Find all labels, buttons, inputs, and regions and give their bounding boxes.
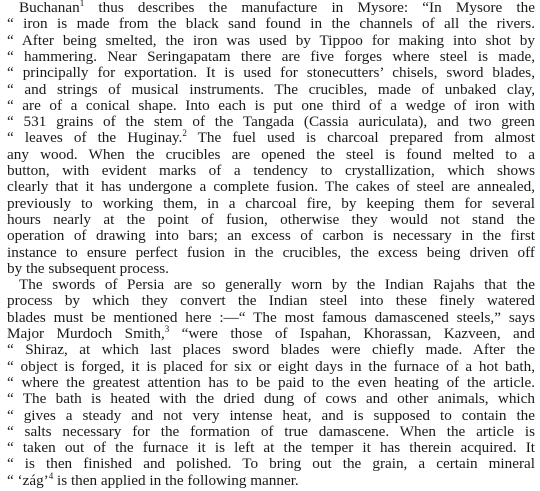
text-line: “ hammering. Near Seringapatam there are five forges where steel is made, [7, 47, 535, 65]
text-line: “ The bath is heated with the dried dung of cows and other animals, which [7, 390, 535, 408]
text-span: Buchanan [19, 0, 80, 16]
text-line: “ object is forged, it is placed for six or eight days in the furnace of a hot bath, [7, 357, 535, 375]
text-line: “ salts necessary for the formation of true damascene. When the article is [7, 422, 535, 440]
text-span: “ ‘zág’ [7, 471, 49, 489]
text-span: “ leaves of the Huginay. [7, 129, 183, 147]
text-line: previously to working them, in a charcoal fire, by keeping them for several [7, 194, 535, 212]
text-line: The swords of Persia are so generally worn by the Indian Rajahs that the [19, 276, 535, 294]
text-line: “ and strings of musical instruments. The crucibles, made of unbaked clay, [7, 80, 535, 98]
text-line: hours nearly at the point of fusion, otherwise they would not stand the [7, 210, 535, 228]
text-line: “ Shiraz, at which last places sword blades were chiefly made. After the [7, 341, 535, 359]
footnote-marker: 1 [79, 0, 85, 8]
footnote-marker: 2 [182, 128, 187, 139]
text-line: by the subsequent process. [7, 259, 169, 277]
footnote-marker: 4 [48, 470, 54, 481]
footnote-marker: 3 [164, 324, 170, 334]
text-span: Major Murdoch Smith, [7, 325, 165, 342]
text-span: thus describes the manufacture in Mysore: “In Mysore the [84, 0, 535, 16]
text-line: “ taken out of the furnace it is left at the temper it has therein acquired. It [7, 439, 535, 457]
text-line: clearly that it has undergone a complete fusion. The cakes of steel are annealed, [7, 178, 535, 196]
text-line: instance to ensure perfect fusion in the crucibles, the excess being driven off [7, 243, 535, 261]
text-line: button, with evident marks of a tendency to crystallization, which shows [7, 162, 535, 179]
text-span: “were those of Ispahan, Khorassan, Kazveen, and [169, 325, 535, 342]
text-line: operation of drawing into bars; an excess of carbon is necessary in the first [7, 227, 535, 245]
text-line: blades must be mentioned here :—“ The most famous damascened steels,” says [7, 308, 535, 326]
text-line: “ After being smelted, the iron was used by Tippoo for making into shot by [7, 31, 535, 49]
text-line: “ 531 grains of the stem of the Tangada (Cassia auriculata), and two green [7, 113, 535, 131]
text-span: The fuel used is charcoal prepared from almost [186, 129, 535, 147]
text-line [7, 470, 535, 489]
text-line [7, 130, 535, 146]
text-line: “ where the greatest attention has to be paid to the even heating of the article. [7, 373, 535, 391]
text-line: “ is then finished and polished. To bring out the grain, a certain mineral [7, 455, 535, 473]
text-line: “ principally for exportation. It is used for stonecutters’ chisels, sword blades, [7, 64, 535, 82]
text-line: “ iron is made from the black sand found in the channels of all the rivers. [7, 15, 535, 33]
text-line [7, 326, 535, 342]
text-line: “ gives a steady and not very intense heat, and is supposed to contain the [7, 406, 535, 424]
text-line: any wood. When the crucibles are opened the steel is found melted to a [7, 145, 535, 163]
text-line: process by which they convert the Indian steel into these finely watered [7, 292, 535, 310]
text-line [7, 0, 535, 16]
text-span: is then applied in the following manner. [53, 471, 299, 489]
text-line: “ are of a conical shape. Into each is put one third of a wedge of iron with [7, 96, 535, 114]
